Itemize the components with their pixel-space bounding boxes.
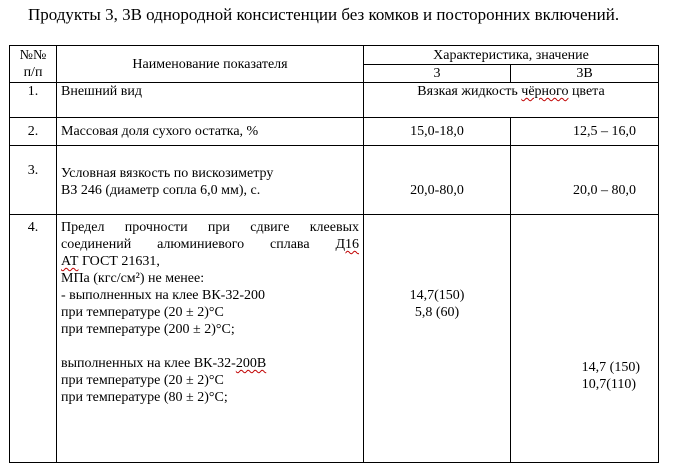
row-name-line: Условная вязкость по вискозиметру — [61, 166, 274, 181]
header-col-3v: 3В — [511, 65, 659, 83]
value-text: цвета — [568, 84, 605, 99]
header-characteristic: Характеристика, значение — [364, 46, 659, 65]
row-value-3v: 12,5 – 16,0 — [511, 118, 659, 146]
row-name — [57, 146, 364, 215]
row-name-line: при температуре (20 ± 2)°С — [61, 305, 224, 320]
blank-line — [61, 338, 359, 355]
table-row — [10, 215, 659, 463]
spec-table — [9, 45, 659, 463]
row-name-line: - выполненных на клее ВК-32-200 — [61, 288, 265, 303]
text-part: соединений алюминиевого сплава — [61, 237, 336, 252]
row-num: 3. — [10, 146, 57, 215]
header-row-1 — [10, 46, 659, 65]
value-line: 14,7(150) — [409, 288, 465, 303]
table-row — [10, 118, 659, 146]
header-num-line2: п/п — [23, 65, 43, 80]
row-name: Внешний вид — [57, 83, 364, 118]
value-text: Вязкая жидкость — [417, 84, 522, 99]
table-row — [10, 83, 659, 118]
value-text-marked: чёрного — [521, 84, 569, 99]
text-part-marked: АТ — [61, 254, 79, 269]
row-name — [57, 215, 364, 463]
row-name-line — [61, 355, 359, 372]
header-col-3: 3 — [364, 65, 511, 83]
text-part-marked: Д16 — [335, 237, 359, 252]
row-name-line: МПа (кгс/см²) не менее: — [61, 271, 205, 286]
value-line: 14,7 (150) — [581, 360, 640, 375]
value-line: 10,7(110) — [581, 377, 636, 392]
row-name-line: при температуре (200 ± 2)°С; — [61, 322, 235, 337]
header-num-line1: №№ — [19, 48, 47, 63]
row-name-line: ВЗ 246 (диаметр сопла 6,0 мм), с. — [61, 183, 261, 198]
row-num: 4. — [10, 215, 57, 463]
text-part: выполненных на клее ВК-32- — [61, 356, 236, 371]
row-value-3v: 20,0 – 80,0 — [511, 146, 659, 215]
row-name-line: Предел прочности при сдвиге клеевых — [61, 220, 359, 235]
row-merged-value — [364, 83, 659, 118]
row-name-line: при температуре (20 ± 2)°С — [61, 373, 224, 388]
intro-paragraph: Продукты 3, 3В однородной консистенции без комков и посторонних включений. — [28, 5, 620, 24]
row-value-3: 20,0-80,0 — [364, 146, 511, 215]
table-row — [10, 146, 659, 215]
row-value-3 — [364, 215, 511, 463]
row-name-line — [61, 253, 359, 270]
row-value-3: 15,0-18,0 — [364, 118, 511, 146]
header-name: Наименование показателя — [57, 46, 364, 83]
header-num — [10, 46, 57, 83]
value-line: 5,8 (60) — [414, 305, 460, 320]
text-part-marked: 200В — [235, 356, 267, 371]
row-value-3v — [511, 215, 659, 463]
text-part: ГОСТ 21631, — [78, 254, 160, 269]
row-name-line — [61, 236, 359, 253]
row-num: 2. — [10, 118, 57, 146]
row-name-line: при температуре (80 ± 2)°С; — [61, 390, 228, 405]
row-num: 1. — [10, 83, 57, 118]
row-name: Массовая доля сухого остатка, % — [57, 118, 364, 146]
